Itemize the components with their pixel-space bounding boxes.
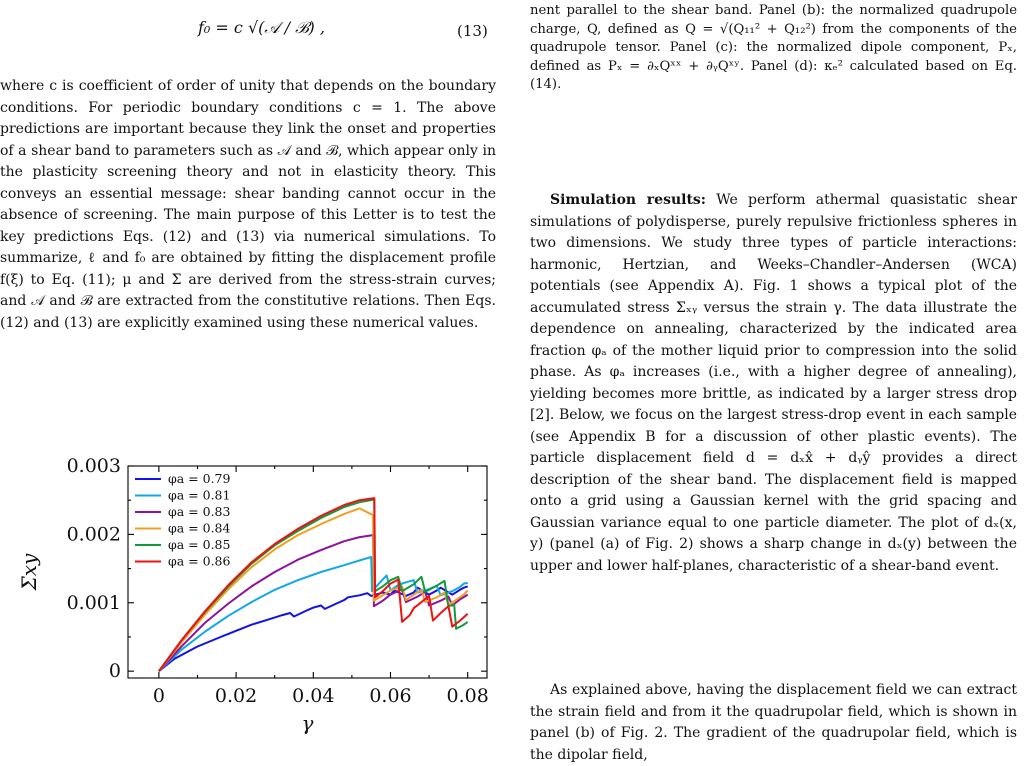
equation-text: f₀ = c √(𝒜 / ℬ) , <box>198 18 325 37</box>
left-paragraph: where c is coefficient of order of unity that depends on the boundary conditions. For periodic boundary conditions c = 1. The above predictions are important because they link the onset and properties of a shear band to parameters such as 𝒜 and ℬ, which appear only in the plasticity screening theory and not in elasticity theory. This conveys an essential message: shear banding cannot occur in the absence of screening. The main purpose of this Letter is to test the key predictions Eqs. (12) and (13) via numerical simulations. To summarize, ℓ and f₀ are obtained by fitting the displacement profile f(ξ) to Eq. (11); μ and Σ are derived from the stress-strain curves; and 𝒜 and ℬ are extracted from the constitutive relations. Then Eqs. (12) and (13) are explicitly examined using these numerical values. <box>0 78 496 331</box>
legend-label: φa = 0.81 <box>168 487 231 503</box>
simulation-results-text: We perform athermal quasistatic shear simulations of polydisperse, purely repulsive frictionless spheres in two dimensions. We study three types of particle interactions: harmonic, Hertzian, and Weeks–Chandler–Andersen (WCA) potentials (see Appendix A). Fig. 1 shows a typical plot of the accumulated stress Σₓᵧ versus the strain γ. The data illustrate the dependence on annealing, characterized by the indicated area fraction φₐ of the mother liquid prior to compression into the solid phase. As φₐ increases (i.e., with a higher degree of annealing), yielding becomes more brittle, as indicated by a larger stress drop [2]. Below, we focus on the largest stress-drop event in each sample (see Appendix B for a discussion of other plastic events). The particle displacement field d = dₓx̂ + dᵧŷ provides a direct description of the shear band. The displacement field is mapped onto a grid using a Gaussian kernel with the grid spacing and Gaussian variance equal to one particle diameter. The plot of dₓ(x, y) (panel (a) of Fig. 2) shows a sharp change in dₓ(y) between the upper and lower half-planes, characteristic of a shear-band event. <box>530 192 1018 574</box>
x-tick-label: 0.08 <box>446 685 489 707</box>
stress-strain-chart <box>0 448 500 735</box>
x-tick-label: 0.02 <box>214 685 258 707</box>
x-axis-label: γ <box>301 711 314 735</box>
simulation-results-paragraph <box>530 190 1017 577</box>
y-tick-label: 0.002 <box>66 523 121 546</box>
equation-number: (13) <box>457 22 488 40</box>
legend-label: φa = 0.83 <box>168 504 231 519</box>
x-tick-label: 0.06 <box>369 685 412 707</box>
y-tick-label: 0.003 <box>66 455 121 477</box>
series-line <box>159 586 468 671</box>
x-tick-label: 0 <box>152 685 165 707</box>
legend-label: φa = 0.86 <box>168 553 231 569</box>
y-tick-label: 0 <box>108 660 121 683</box>
next-paragraph: As explained above, having the displacement field we can extract the strain field and from it the quadrupolar field, which is shown in panel (b) of Fig. 2. The gradient of the quadrupolar field, which is the dipolar field, <box>530 682 1017 763</box>
equation-13 <box>198 18 325 38</box>
section-heading: Simulation results: <box>550 192 706 208</box>
x-tick-label: 0.04 <box>292 685 335 707</box>
figure-caption-continuation: nent parallel to the shear band. Panel (b): the normalized quadrupole charge, Q, defined as Q = √(Q₁₁² + Q₁₂²) from the components of the quadrupole tensor. Panel (c): the normalized dipole component, Pₓ, defined as Pₓ = ∂ₓQˣˣ + ∂ᵧQˣʸ. Panel (d): κₑ² calculated based on Eq. (14). <box>530 3 1017 92</box>
legend-label: φa = 0.85 <box>168 537 231 552</box>
legend-label: φa = 0.84 <box>168 520 231 536</box>
legend-label: φa = 0.79 <box>168 471 231 486</box>
y-tick-label: 0.001 <box>66 591 121 614</box>
y-axis-label: Σxy <box>17 553 41 591</box>
